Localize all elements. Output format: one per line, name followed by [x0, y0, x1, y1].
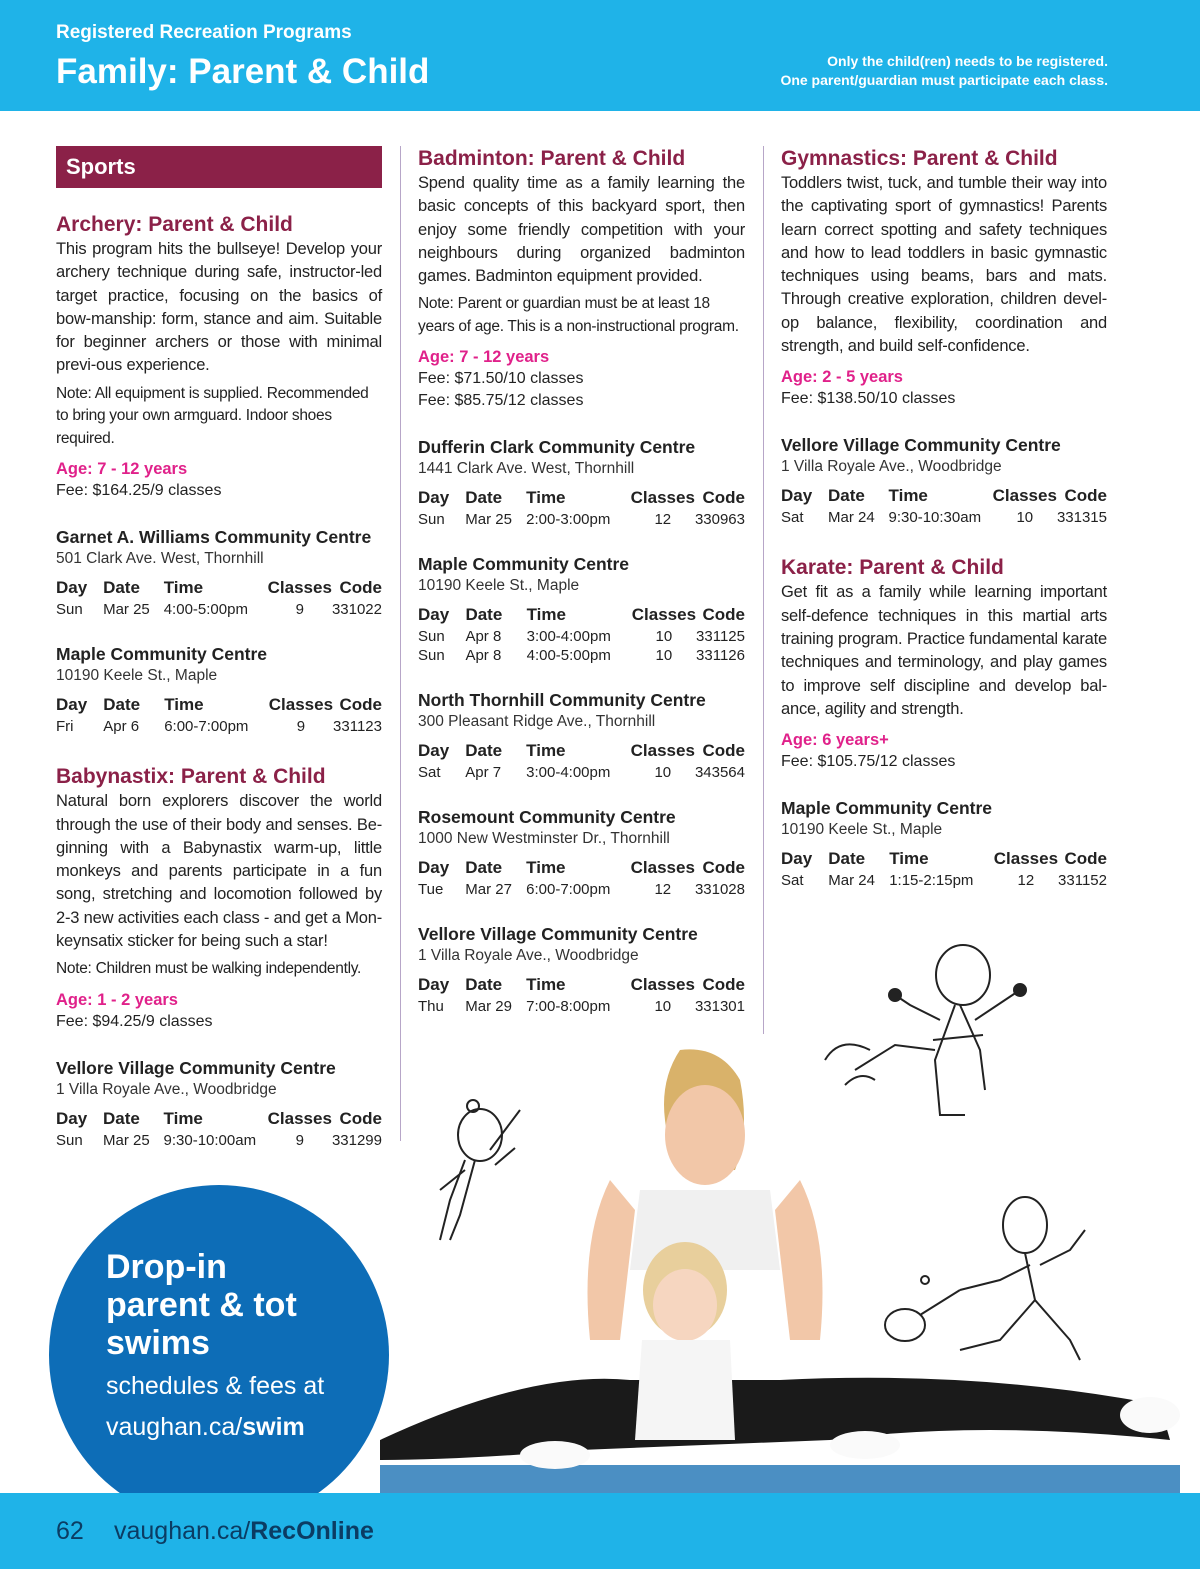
- schedule-day: Sun: [418, 511, 445, 529]
- schedule-classes: 9: [296, 718, 306, 736]
- column-header-time: Time: [164, 695, 204, 715]
- fee: Fee: $94.25/9 classes: [56, 1012, 213, 1030]
- schedule-classes: 9: [295, 1131, 304, 1149]
- column-header-time: Time: [526, 858, 566, 878]
- location-block: [781, 434, 1107, 527]
- schedule-row: [418, 880, 745, 899]
- schedule-date: Mar 24: [828, 509, 875, 527]
- schedule-code: 331022: [331, 601, 382, 619]
- schedule-time: 9:30-10:00am: [163, 1131, 257, 1149]
- schedule-table: [418, 486, 745, 529]
- column-header-code: Code: [1064, 486, 1107, 506]
- column-header-classes: Classes: [268, 695, 334, 715]
- program-description: Get fit as a family while learning important self-defence techniques in this martial arts training program. Practice fundamental karate techniques and terminology, and play games to improve self discipline and develop bal-ance, agility and strength.: [781, 583, 1107, 718]
- karate-sketch: [815, 940, 1055, 1130]
- column-middle: [418, 146, 745, 1034]
- column-header-day: Day: [418, 975, 450, 995]
- participation-note: One parent/guardian must participate each class.: [780, 72, 1108, 88]
- registration-note: Only the child(ren) needs to be registered.: [827, 53, 1108, 69]
- note-text: Children must be walking independently.: [91, 960, 362, 978]
- schedule-day: Thu: [418, 998, 444, 1016]
- location-name: Maple Community Centre: [56, 644, 267, 665]
- fee: Fee: $164.25/9 classes: [56, 482, 222, 500]
- location-name: Vellore Village Community Centre: [418, 924, 698, 945]
- promo-heading-line: swims: [106, 1324, 210, 1362]
- location-address: 1 Villa Royale Ave., Woodbridge: [56, 1080, 277, 1098]
- schedule-time: 6:00-7:00pm: [526, 881, 611, 899]
- promo-heading: [106, 1248, 297, 1362]
- column-header-date: Date: [103, 578, 140, 598]
- schedule-table: [56, 576, 382, 619]
- column-left: [56, 146, 382, 1168]
- schedule-code: 343564: [694, 764, 745, 782]
- column-header-day: Day: [781, 849, 813, 869]
- column-header-time: Time: [526, 975, 566, 995]
- schedule-day: Sun: [418, 628, 445, 646]
- program-description: Natural born explorers discover the world through the use of their body and senses. Be-ginning with a Babynastix warm-up, little monkeys and parents participate in a fun song, stretching and locomotion followed by 2-3 new activities each class - and get a Mon-keynsatix sticker for being such a star!: [56, 792, 382, 951]
- schedule-date: Apr 8: [465, 628, 502, 646]
- fee: Fee: $105.75/12 classes: [781, 753, 956, 771]
- program-title: Archery: Parent & Child: [56, 213, 293, 236]
- column-header-date: Date: [828, 486, 865, 506]
- schedule-row: [418, 997, 745, 1016]
- schedule-code: 331301: [694, 998, 745, 1016]
- schedule-table: [418, 973, 745, 1016]
- schedule-date: Mar 29: [465, 998, 512, 1016]
- schedule-day: Sun: [56, 1131, 83, 1149]
- age-range: Age: 2 - 5 years: [781, 368, 903, 387]
- schedule-header-row: [56, 576, 382, 600]
- column-header-classes: Classes: [630, 741, 695, 761]
- schedule-classes: 12: [1017, 872, 1035, 890]
- age-range: Age: 7 - 12 years: [418, 348, 550, 367]
- schedule-date: Mar 24: [828, 872, 875, 890]
- schedule-date: Apr 8: [465, 647, 502, 665]
- column-header-classes: Classes: [267, 1108, 332, 1128]
- location-name: Maple Community Centre: [781, 798, 992, 819]
- location-block: [418, 436, 745, 529]
- schedule-code: 330963: [694, 511, 745, 529]
- program-archery: [56, 212, 382, 736]
- location-address: 1441 Clark Ave. West, Thornhill: [418, 460, 635, 478]
- column-header-day: Day: [56, 578, 88, 598]
- schedule-code: 331123: [333, 718, 382, 736]
- schedule-classes: 10: [655, 647, 673, 665]
- section-heading: Sports: [56, 146, 382, 188]
- badminton-sketch: [885, 1197, 1085, 1360]
- column-header-time: Time: [526, 488, 566, 508]
- schedule-day: Tue: [418, 881, 444, 899]
- gymnast-sketch: [440, 1100, 520, 1240]
- footer-url-path: RecOnline: [250, 1517, 374, 1545]
- note-label: Note:: [56, 960, 92, 978]
- program-badminton: [418, 146, 745, 1016]
- note-text: Parent or guardian must be at least 18 years of age. This is a non-instructional program.: [418, 295, 739, 335]
- column-header-code: Code: [702, 858, 745, 878]
- schedule-code: 331299: [331, 1131, 382, 1149]
- schedule-date: Mar 25: [465, 511, 512, 529]
- location-name: Rosemount Community Centre: [418, 807, 676, 828]
- column-header-classes: Classes: [630, 488, 695, 508]
- column-header-time: Time: [526, 741, 566, 761]
- promo-heading-line: parent & tot: [106, 1286, 297, 1324]
- column-header-code: Code: [702, 488, 745, 508]
- schedule-day: Sat: [781, 509, 804, 527]
- schedule-day: Sat: [781, 872, 804, 890]
- schedule-date: Mar 25: [103, 1131, 150, 1149]
- schedule-time: 9:30-10:30am: [888, 509, 982, 527]
- schedule-code: 331315: [1056, 509, 1107, 527]
- promo-url-domain: vaughan.ca/: [106, 1413, 243, 1441]
- program-title: Badminton: Parent & Child: [418, 147, 686, 170]
- page-header: [0, 0, 1200, 111]
- schedule-row: [418, 510, 745, 529]
- column-header-code: Code: [702, 741, 745, 761]
- location-name: Vellore Village Community Centre: [56, 1057, 336, 1078]
- location-address: 10190 Keele St., Maple: [56, 667, 218, 685]
- page-footer: [0, 1493, 1200, 1569]
- column-header-date: Date: [465, 975, 503, 995]
- page-number: 62: [56, 1517, 84, 1545]
- promo-heading-line: Drop-in: [106, 1248, 227, 1286]
- column-header-code: Code: [339, 1108, 382, 1128]
- column-header-date: Date: [465, 488, 503, 508]
- program-description: Toddlers twist, tuck, and tumble their way into the captivating sport of gymnastics! Parents learn correct spotting and safety techniques and how to lead toddlers in basic gymnastic techniques using beams, bars and mats. Through creative exploration, children devel-op balance, flexibility, coordination and strength, and build self-confidence.: [781, 174, 1107, 356]
- schedule-time: 3:00-4:00pm: [526, 764, 611, 782]
- age-range: Age: 1 - 2 years: [56, 990, 178, 1009]
- location-block: [781, 797, 1107, 890]
- column-header-classes: Classes: [630, 975, 695, 995]
- column-header-date: Date: [103, 1108, 140, 1128]
- schedule-classes: 12: [654, 511, 672, 529]
- schedule-code: 331152: [1058, 872, 1107, 890]
- schedule-table: [418, 603, 745, 665]
- program-title: Karate: Parent & Child: [781, 556, 1004, 580]
- column-header-classes: Classes: [992, 486, 1057, 506]
- schedule-header-row: [781, 484, 1107, 508]
- note-label: Note:: [56, 384, 92, 402]
- column-header-day: Day: [418, 605, 450, 625]
- location-address: 1000 New Westminster Dr., Thornhill: [418, 830, 670, 848]
- schedule-day: Sat: [418, 764, 441, 782]
- promo-url-path: swim: [242, 1413, 305, 1441]
- fee: Fee: $71.50/10 classes: [418, 370, 584, 388]
- location-block: [56, 643, 382, 736]
- location-block: [418, 553, 745, 665]
- schedule-row: [418, 763, 745, 782]
- note-label: Note:: [418, 295, 454, 313]
- column-header-time: Time: [163, 578, 204, 598]
- column-header-code: Code: [339, 578, 382, 598]
- schedule-time: 1:15-2:15pm: [889, 872, 974, 890]
- schedule-day: Sun: [418, 647, 445, 665]
- schedule-time: 3:00-4:00pm: [526, 628, 611, 646]
- column-header-code: Code: [339, 695, 382, 715]
- schedule-date: Mar 27: [465, 881, 512, 899]
- schedule-row: [418, 627, 745, 646]
- program-note: [56, 383, 382, 451]
- yoga-mat: [380, 1465, 1180, 1495]
- program-title: Babynastix: Parent & Child: [56, 765, 326, 789]
- program-note: [418, 293, 745, 338]
- column-header-classes: Classes: [993, 849, 1059, 869]
- location-name: Maple Community Centre: [418, 554, 629, 575]
- schedule-date: Apr 6: [103, 718, 140, 736]
- location-block: [418, 689, 745, 782]
- location-block: [56, 1057, 382, 1150]
- program-description: Spend quality time as a family learning the basic concepts of this backyard sport, then enjoy some friendly competition with your neighbours during organized badminton games. Badminton equipment provided.: [418, 174, 745, 286]
- schedule-row: [56, 600, 382, 619]
- schedule-header-row: [56, 693, 382, 717]
- schedule-code: 331125: [696, 628, 745, 646]
- location-address: 1 Villa Royale Ave., Woodbridge: [418, 947, 639, 965]
- column-header-date: Date: [465, 741, 503, 761]
- location-block: [56, 526, 382, 619]
- schedule-header-row: [418, 973, 745, 997]
- column-header-day: Day: [781, 486, 813, 506]
- schedule-day: Fri: [56, 718, 74, 736]
- schedule-code: 331126: [696, 647, 745, 665]
- age-range: Age: 7 - 12 years: [56, 460, 188, 479]
- promo-subtext: schedules & fees at: [106, 1372, 325, 1400]
- program-gymnastics: [781, 146, 1107, 527]
- schedule-table: [781, 484, 1107, 527]
- schedule-header-row: [56, 1107, 382, 1131]
- age-range: Age: 6 years+: [781, 731, 889, 750]
- schedule-header-row: [418, 603, 745, 627]
- registration-notes: [780, 52, 1108, 90]
- column-header-code: Code: [1064, 849, 1107, 869]
- schedule-time: 6:00-7:00pm: [164, 718, 249, 736]
- schedule-table: [418, 739, 745, 782]
- program-note: [56, 958, 382, 981]
- schedule-day: Sun: [56, 601, 83, 619]
- schedule-row: [781, 508, 1107, 527]
- column-header-date: Date: [465, 858, 503, 878]
- schedule-row: [56, 1131, 382, 1150]
- schedule-row: [781, 871, 1107, 890]
- fee: Fee: $85.75/12 classes: [418, 392, 584, 410]
- schedule-classes: 10: [1016, 509, 1034, 527]
- location-address: 300 Pleasant Ridge Ave., Thornhill: [418, 713, 656, 731]
- location-name: Vellore Village Community Centre: [781, 435, 1061, 456]
- schedule-row: [418, 646, 745, 665]
- location-address: 10190 Keele St., Maple: [418, 577, 580, 595]
- schedule-header-row: [418, 739, 745, 763]
- header-supertitle: Registered Recreation Programs: [56, 22, 352, 43]
- column-header-day: Day: [56, 1108, 88, 1128]
- schedule-classes: 10: [654, 998, 672, 1016]
- column-header-time: Time: [889, 849, 929, 869]
- location-address: 501 Clark Ave. West, Thornhill: [56, 550, 264, 568]
- column-header-classes: Classes: [631, 605, 697, 625]
- schedule-classes: 10: [655, 628, 673, 646]
- schedule-time: 7:00-8:00pm: [526, 998, 611, 1016]
- schedule-time: 4:00-5:00pm: [163, 601, 248, 619]
- schedule-row: [56, 717, 382, 736]
- fee: Fee: $138.50/10 classes: [781, 390, 956, 408]
- schedule-time: 4:00-5:00pm: [526, 647, 611, 665]
- column-header-time: Time: [888, 486, 928, 506]
- location-address: 1 Villa Royale Ave., Woodbridge: [781, 458, 1002, 476]
- note-text: All equipment is supplied. Recommended to bring your own armguard. Indoor shoes required.: [56, 384, 369, 447]
- drop-in-swim-promo[interactable]: [49, 1185, 389, 1525]
- promo-url[interactable]: [106, 1413, 305, 1442]
- parent-child-yoga-photo: [380, 1040, 1180, 1495]
- schedule-header-row: [418, 856, 745, 880]
- footer-url-domain: vaughan.ca/: [114, 1517, 251, 1545]
- column-header-classes: Classes: [630, 858, 695, 878]
- column-right: [781, 146, 1107, 908]
- column-header-time: Time: [526, 605, 566, 625]
- location-block: [418, 806, 745, 899]
- program-babynastix: [56, 764, 382, 1150]
- schedule-date: Apr 7: [465, 764, 502, 782]
- location-name: Garnet A. Williams Community Centre: [56, 527, 372, 548]
- schedule-classes: 10: [654, 764, 672, 782]
- column-header-code: Code: [702, 975, 745, 995]
- column-header-day: Day: [418, 741, 450, 761]
- column-header-day: Day: [418, 858, 450, 878]
- column-header-day: Day: [418, 488, 450, 508]
- location-name: Dufferin Clark Community Centre: [418, 437, 696, 458]
- schedule-table: [56, 1107, 382, 1150]
- column-header-day: Day: [56, 695, 88, 715]
- footer-url[interactable]: [114, 1517, 374, 1546]
- column-header-date: Date: [103, 695, 141, 715]
- schedule-date: Mar 25: [103, 601, 150, 619]
- schedule-classes: 9: [295, 601, 304, 619]
- column-header-date: Date: [828, 849, 866, 869]
- schedule-header-row: [781, 847, 1107, 871]
- column-header-date: Date: [465, 605, 503, 625]
- column-header-time: Time: [163, 1108, 203, 1128]
- schedule-time: 2:00-3:00pm: [526, 511, 611, 529]
- column-divider: [763, 146, 764, 1034]
- schedule-table: [781, 847, 1107, 890]
- location-address: 10190 Keele St., Maple: [781, 821, 943, 839]
- schedule-header-row: [418, 486, 745, 510]
- schedule-table: [418, 856, 745, 899]
- column-header-classes: Classes: [267, 578, 332, 598]
- program-description: This program hits the bullseye! Develop your archery technique during safe, instructor-led target practice, focusing on the basics of bow-manship: form, stance and aim. Suitable for beginner archers or those with minimal previ-ous experience.: [56, 240, 382, 375]
- location-block: [418, 923, 745, 1016]
- program-title: Gymnastics: Parent & Child: [781, 147, 1058, 170]
- schedule-table: [56, 693, 382, 736]
- schedule-code: 331028: [694, 881, 745, 899]
- location-name: North Thornhill Community Centre: [418, 690, 706, 711]
- schedule-classes: 12: [654, 881, 672, 899]
- page-title: Family: Parent & Child: [56, 52, 430, 91]
- column-header-code: Code: [702, 605, 745, 625]
- column-divider: [400, 146, 401, 1141]
- program-karate: [781, 555, 1107, 890]
